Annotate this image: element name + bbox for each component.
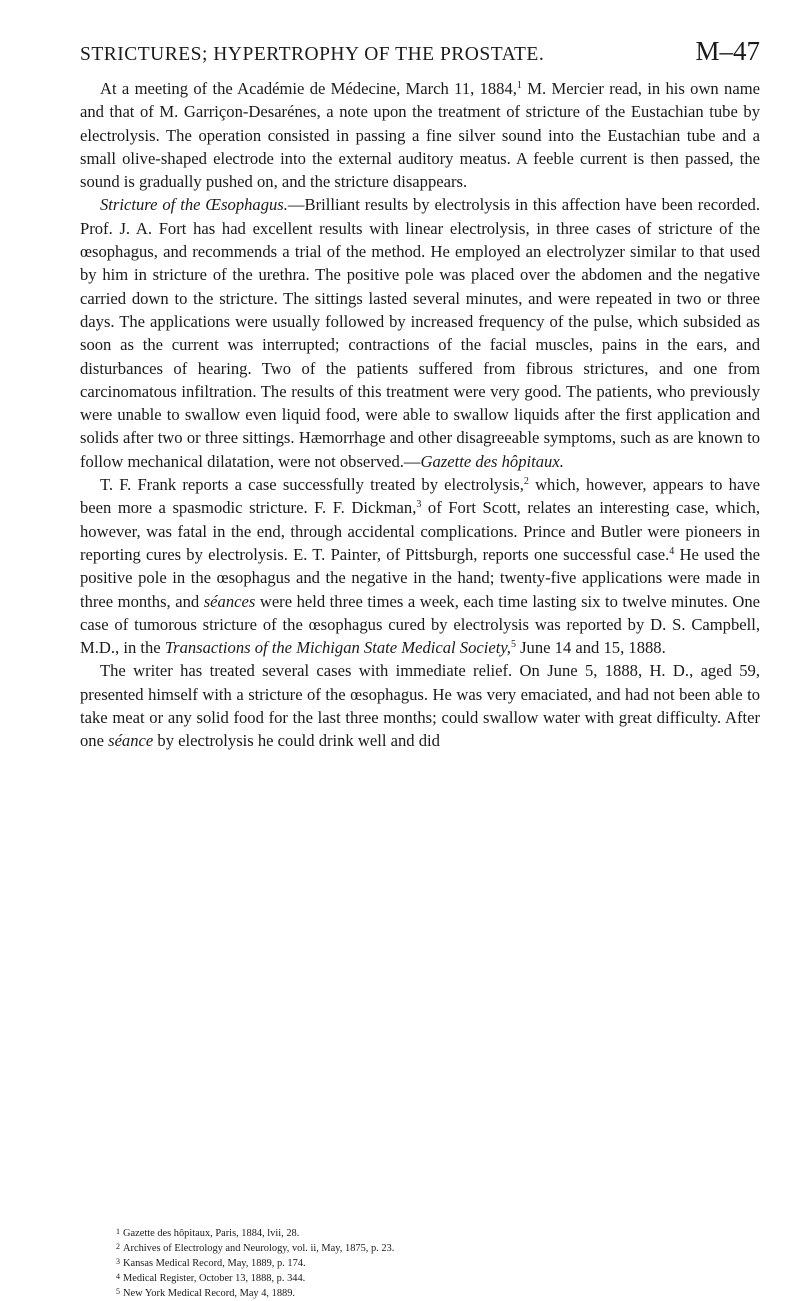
footnote <box>116 1226 676 1241</box>
paragraph <box>80 473 760 659</box>
section-heading: Stricture of the Œsophagus. <box>100 195 288 215</box>
footnote-mark: 2 <box>116 1241 120 1251</box>
paragraph <box>80 659 760 752</box>
text-run: He used the positive pole in the œsophagus and the negative in the hand; twenty-five applications were made in three months, and <box>80 544 761 611</box>
footnote-ref: 1 <box>516 80 522 91</box>
text-run: M. Mercier read, in his own name and that of M. Garriçon-Desarénes, a note upon the treatment of stricture of the Eustachian tube by electrolysis. The operation consisted in passing a fine silver sound into the Eustachian tube and a small olive-shaped electrode into the external auditory meatus. A feeble current is then passed, the sound is gradually pushed on, and the stricture disappears. <box>80 79 760 192</box>
italic-term: séance <box>108 731 154 751</box>
footnotes <box>116 1226 676 1301</box>
footnote-ref: 2 <box>523 476 529 488</box>
italic-term: séances <box>203 591 256 611</box>
text-run: of Fort Scott, relates an interesting case, which, however, was fatal in the end, through accidental complications. Prince and Butler were pioneers in reporting cures by electrolysis. E. T. Painter, of Pittsburgh, reports one successful case. <box>80 498 760 564</box>
footnote-mark: 3 <box>116 1256 120 1266</box>
footnote <box>116 1286 676 1301</box>
footnote-text: Kansas Medical Record, May, 1889, p. 174. <box>123 1257 306 1269</box>
footnote-text: New York Medical Record, May 4, 1889. <box>123 1287 295 1299</box>
text-run: —Brilliant results by electrolysis in this affection have been recorded. Prof. J. A. Fort has had excellent results with linear electrolysis, in three cases of stricture of the œsophagus, and recommends a trial of the method. He employed an electrolyzer similar to that used by him in stricture of the urethra. The positive pole was placed over the abdomen and the negative carried down to the stricture. The sittings lasted several minutes, and were repeated in two or three days. The applications were usually followed by increased frequency of the pulse, which subsided as soon as the current was interrupted; contractions of the facial muscles, pains in the ears, and disturbances of hearing. Two of the patients suffered from fibrous strictures, and one from carcinomatous infiltration. The results of this treatment were very good. The patients, who previously were unable to swallow even liquid food, were able to swallow liquids after the first application and solids after two or three sittings. Hæmorrhage and other disagreeable symptoms, such as are known to follow mechanical dilatation, were not observed.— <box>80 195 760 471</box>
footnote-ref: 5 <box>510 639 516 651</box>
text-run: June 14 and 15, 1888. <box>515 638 666 658</box>
text-run: T. F. Frank reports a case successfully treated by electrolysis, <box>100 475 524 495</box>
footnote-text: Gazette des hôpitaux, Paris, 1884, lvii, 28. <box>123 1228 300 1239</box>
body-text <box>80 77 760 753</box>
paragraph <box>80 77 760 193</box>
journal-title: Transactions of the Michigan State Medical Society, <box>164 638 511 658</box>
footnote-mark: 5 <box>116 1286 120 1296</box>
footnote-ref: 3 <box>416 499 422 511</box>
footnote <box>116 1271 676 1286</box>
footnote-text: Medical Register, October 13, 1888, p. 344. <box>123 1272 306 1284</box>
footnote-text: Archives of Electrology and Neurology, vol. ii, May, 1875, p. 23. <box>123 1242 395 1254</box>
paragraph <box>80 193 760 473</box>
text-run: which, however, appears to have been more a spasmodic stricture. F. F. Dickman, <box>80 475 760 518</box>
text-run: At a meeting of the Académie de Médecine, March 11, 1884, <box>100 79 517 98</box>
text-run: were held three times a week, each time lasting six to twelve minutes. One case of tumorous stricture of the œsophagus cured by electrolysis was reported by D. S. Campbell, M.D., in the <box>80 591 760 658</box>
footnote <box>116 1241 676 1256</box>
text-run: The writer has treated several cases with immediate relief. On June 5, 1888, H. D., aged 59, presented himself with a stricture of the œsophagus. He was very emaciated, and had not been able to take meat or any solid food for the last three months; could swallow water with great difficulty. After one <box>80 661 760 751</box>
source-citation: Gazette des hôpitaux. <box>420 451 564 471</box>
footnote-mark: 4 <box>116 1271 120 1281</box>
footnote-ref: 4 <box>669 545 675 557</box>
footnote-mark: 1 <box>116 1227 120 1236</box>
text-run: by electrolysis he could drink well and did <box>153 731 440 751</box>
footnote <box>116 1256 676 1271</box>
page-header <box>80 36 760 67</box>
page-number: M–47 <box>695 36 760 66</box>
running-title: STRICTURES; HYPERTROPHY OF THE PROSTATE. <box>80 44 545 65</box>
